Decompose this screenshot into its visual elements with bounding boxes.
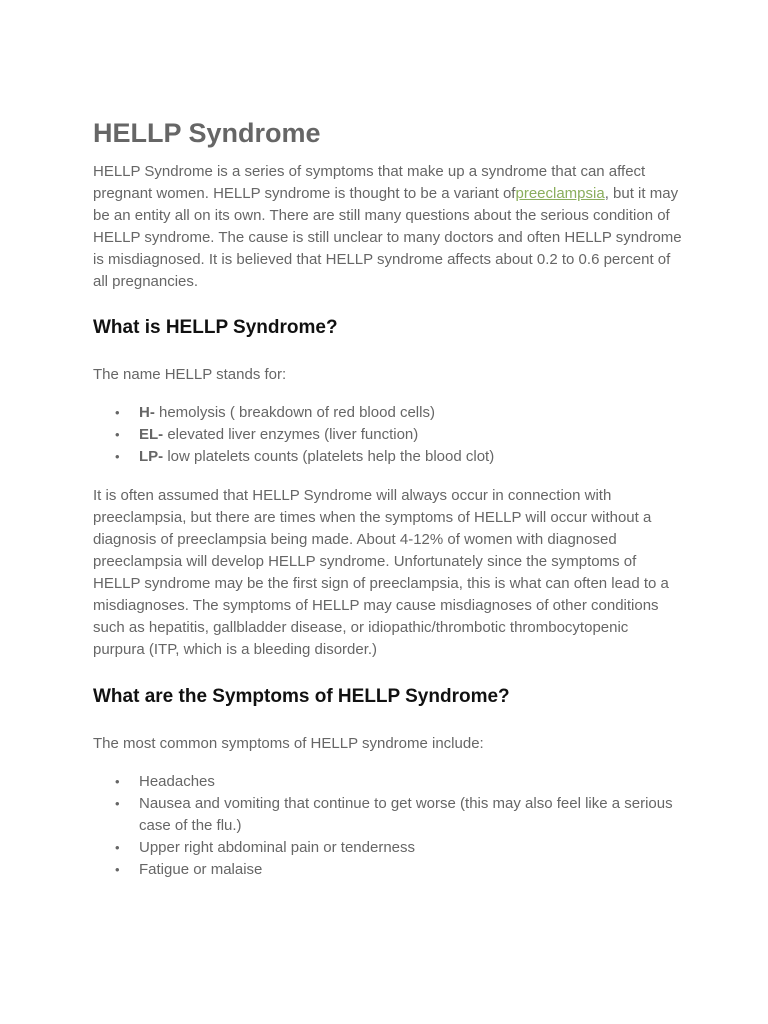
list-item [115, 424, 683, 446]
preeclampsia-link[interactable]: preeclampsia [515, 185, 605, 202]
section2-lead: The most common symptoms of HELLP syndrome include: [93, 735, 484, 752]
list-item [115, 859, 683, 881]
symptoms-list [93, 771, 683, 881]
bullet-icon: • [115, 840, 120, 855]
list-item [115, 837, 683, 859]
document-page [93, 116, 683, 881]
acronym-definition: hemolysis ( breakdown of red blood cells) [154, 404, 435, 421]
acronym-term: LP- [139, 448, 164, 465]
bullet-icon: • [115, 796, 120, 811]
symptom-text: Headaches [139, 773, 215, 790]
intro-text-before-link: HELLP Syndrome is a series of symptoms that make up a syndrome that can affect pregnant women. HELLP syndrome is thought to be a variant of [93, 163, 646, 202]
list-item [115, 771, 683, 793]
list-item [115, 793, 683, 837]
acronym-definition: low platelets counts (platelets help the blood clot) [163, 448, 495, 465]
bullet-icon: • [115, 774, 120, 789]
list-item [115, 446, 683, 468]
bullet-icon: • [115, 449, 120, 464]
section-heading-symptoms: What are the Symptoms of HELLP Syndrome? [93, 686, 510, 707]
symptom-text: Fatigue or malaise [139, 861, 263, 878]
acronym-term: EL- [139, 426, 164, 443]
acronym-list [93, 402, 683, 468]
section-heading-what-is: What is HELLP Syndrome? [93, 317, 338, 338]
bullet-icon: • [115, 862, 120, 877]
intro-paragraph [93, 161, 683, 293]
bullet-icon: • [115, 427, 120, 442]
intro-text-after-link: , but it may be an entity all on its own. There are still many questions about the serious condition of HELLP syndrome. The cause is still unclear to many doctors and often HELLP syndrome is misdiagnosed. It is believed that HELLP syndrome affects about 0.2 to 0.6 percent of all pregnancies. [93, 185, 682, 290]
bullet-icon: • [115, 405, 120, 420]
symptom-text: Nausea and vomiting that continue to get worse (this may also feel like a serious case of the flu.) [139, 795, 673, 834]
section1-lead: The name HELLP stands for: [93, 366, 287, 383]
page-title: HELLP Syndrome [93, 118, 321, 148]
symptom-text: Upper right abdominal pain or tenderness [139, 839, 415, 856]
acronym-definition: elevated liver enzymes (liver function) [163, 426, 419, 443]
acronym-term: H- [139, 404, 155, 421]
list-item [115, 402, 683, 424]
section1-paragraph: It is often assumed that HELLP Syndrome will always occur in connection with preeclampsia, but there are times when the symptoms of HELLP will occur without a diagnosis of preeclampsia being made. About 4-12% of women with diagnosed preeclampsia will develop HELLP syndrome. Unfortunately since the symptoms of HELLP syndrome may be the first sign of preeclampsia, this is what can often lead to a misdiagnoses. The symptoms of HELLP may cause misdiagnoses of other conditions such as hepatitis, gallbladder disease, or idiopathic/thrombotic thrombocytopenic purpura (ITP, which is a bleeding disorder.) [93, 487, 669, 658]
